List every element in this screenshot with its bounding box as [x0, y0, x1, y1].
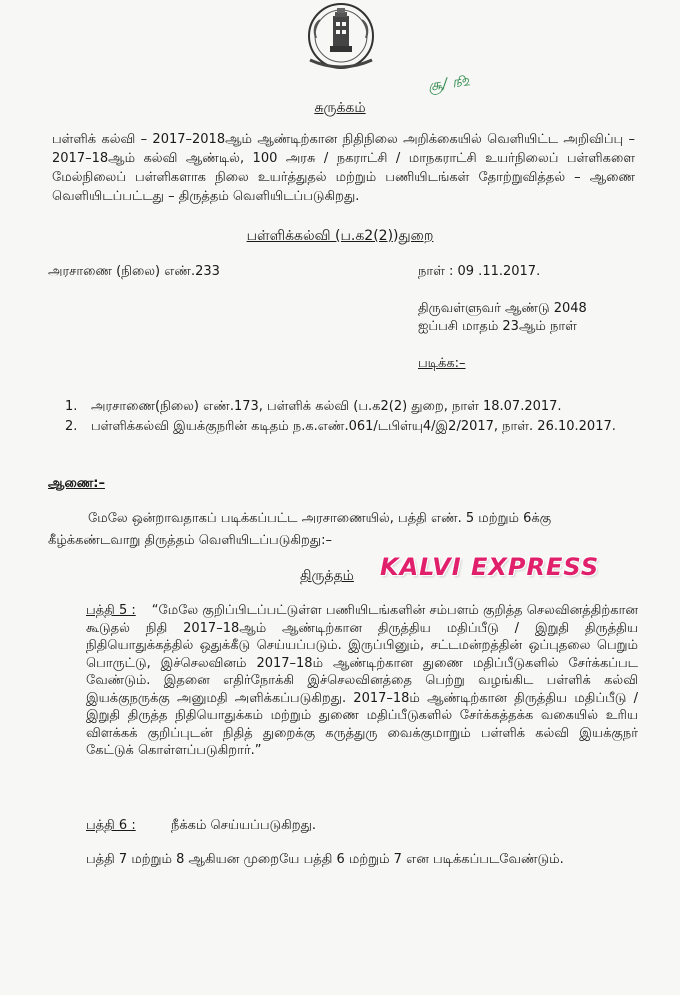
- paragraph-6-label: பத்தி 6 :: [86, 818, 136, 833]
- watermark-logo: KALVI EXPRESS: [380, 553, 600, 581]
- paragraph-5: [86, 602, 638, 760]
- reference-number: 1.: [65, 399, 78, 414]
- order-date: நாள் : 09 .11.2017.: [418, 264, 541, 279]
- references-list: [65, 397, 616, 437]
- paragraph-5-label: பத்தி 5 :: [86, 603, 136, 618]
- paragraph-6-text: நீக்கம் செய்யப்படுகிறது.: [171, 818, 317, 833]
- paragraph-6: [86, 818, 316, 834]
- tamil-day: ஐப்பசி மாதம் 23ஆம் நாள்: [418, 319, 577, 334]
- handwritten-note: சூ/ ௺: [426, 71, 471, 95]
- tamil-nadu-emblem-icon: [302, 2, 380, 74]
- reference-item: [65, 397, 616, 417]
- tamil-year: திருவள்ளுவர் ஆண்டு 2048: [418, 301, 587, 316]
- read-heading: படிக்க:–: [418, 356, 466, 371]
- paragraph-5-text: “மேலே குறிப்பிடப்பட்டுள்ள பணியிடங்களின் சம்பளம் குறித்த செலவினத்திற்கான கூடுதல் நிதி 2017–18ஆம் ஆண்டிற்கான திருத்திய மதிப்பீடு / இறுதி திருத்திய நிதியொதுக்கத்தில் ஒதுக்கீடு செய்யப்படும். இருப்பினும், சட்டமன்றத்தின் ஒப்புதலை பெறும் பொருட்டு, இச்செலவினம் 2017–18ம் ஆண்டிற்கான துணை மதிப்பீடுகளில் சேர்க்கப்பட வேண்டும். இதனை எதிர்நோக்கி இச்செலவினத்தை பெற்று வழங்கிட பள்ளிக் கல்வி இயக்குநருக்கு அனுமதி அளிக்கப்படுகிறது. 2017–18ம் ஆண்டிற்கான திருத்திய மதிப்பீடு / இறுதி திருத்த நிதியொதுக்கம் மற்றும் துணை மதிப்பீடுகளில் சேர்க்கத்தக்க வகையில் உரிய விளக்கக் குறிப்புடன் நிதித் துறைக்கு கருத்துரு வைக்குமாறும் பள்ளிக் கல்வி இயக்குநர் கேட்டுக் கொள்ளப்படுகிறார்.”: [86, 603, 638, 758]
- order-heading: ஆணை:–: [48, 476, 105, 491]
- department-heading: பள்ளிக்கல்வி (ப.க2(2))துறை: [246, 228, 434, 244]
- summary-text: பள்ளிக் கல்வி – 2017–2018ஆம் ஆண்டிற்கான நிதிநிலை அறிக்கையில் வெளியிட்ட அறிவிப்பு – 2017–18ஆம் கல்வி ஆண்டில், 100 அரசு / நகராட்சி / மாநகராட்சி உயர்நிலைப் பள்ளிகளை மேல்நிலைப் பள்ளிகளாக நிலை உயர்த்துதல் மற்றும் பணியிடங்கள் தோற்றுவித்தல் – ஆணை வெளியிடப்பட்டது – திருத்தம் வெளியிடப்படுகிறது.: [52, 132, 635, 204]
- reference-number: 2.: [65, 419, 78, 434]
- amendment-title: திருத்தம்: [300, 568, 354, 584]
- order-intro-line-2: கீழ்க்கண்டவாறு திருத்தம் வெளியிடப்படுகிறது:–: [48, 533, 332, 548]
- order-intro-line-1: மேலே ஒன்றாவதாகப் படிக்கப்பட்ட அரசாணையில், பத்தி எண். 5 மற்றும் 6க்கு: [88, 511, 552, 526]
- summary-title: சுருக்கம்: [314, 100, 366, 116]
- tamil-calendar: [418, 300, 587, 336]
- final-instruction: பத்தி 7 மற்றும் 8 ஆகியன முறையே பத்தி 6 மற்றும் 7 என படிக்கப்படவேண்டும்.: [86, 852, 564, 867]
- reference-item: [65, 417, 616, 437]
- reference-text: அரசாணை(நிலை) எண்.173, பள்ளிக் கல்வி (ப.க2(2) துறை, நாள் 18.07.2017.: [91, 399, 562, 414]
- reference-text: பள்ளிக்கல்வி இயக்குநரின் கடிதம் ந.க.எண்.061/டபிள்யு4/இ2/2017, நாள். 26.10.2017.: [91, 419, 616, 434]
- order-intro: [48, 508, 608, 552]
- go-number: அரசாணை (நிலை) எண்.233: [48, 264, 220, 279]
